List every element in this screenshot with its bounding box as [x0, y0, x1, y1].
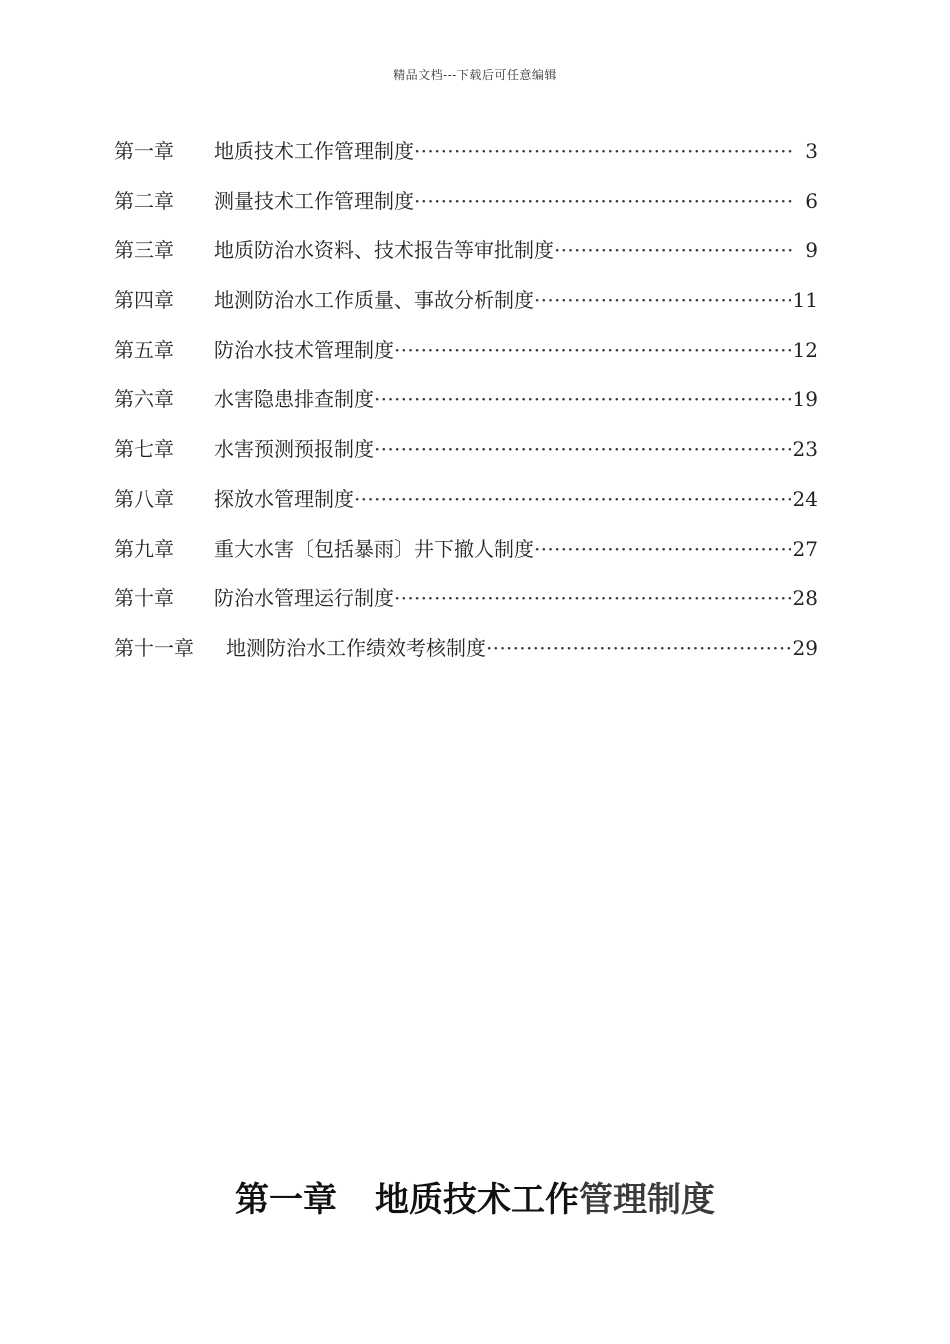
toc-chapter-number: 第二章	[114, 188, 174, 213]
toc-entry	[114, 482, 818, 532]
toc-chapter-title: 测量技术工作管理制度	[214, 188, 414, 213]
toc-chapter-number: 第十一章	[114, 635, 194, 660]
chapter-heading-title: 地质技术工作	[375, 1180, 579, 1220]
toc-chapter-number: 第十章	[114, 586, 174, 611]
toc-page-number: 11	[792, 288, 818, 313]
toc-entry	[114, 283, 818, 333]
toc-chapter-number: 第七章	[114, 437, 174, 462]
toc-dot-leader	[414, 184, 794, 218]
page-header: 精品文档---下载后可任意编辑	[393, 68, 557, 82]
toc-chapter-number: 第一章	[114, 139, 174, 163]
toc-dot-leader	[534, 532, 791, 566]
toc-chapter-number: 第六章	[114, 387, 174, 412]
toc-page-number: 19	[792, 387, 818, 412]
toc-chapter-number: 第八章	[114, 486, 174, 511]
toc-chapter-title: 防治水技术管理制度	[214, 337, 394, 362]
toc-entry	[114, 233, 818, 283]
toc-chapter-title: 地测防治水工作绩效考核制度	[226, 635, 486, 660]
toc-entry	[114, 184, 818, 234]
toc-chapter-number: 第四章	[114, 288, 174, 313]
chapter-heading	[0, 1172, 950, 1221]
toc-entry	[114, 581, 818, 631]
toc-chapter-number: 第三章	[114, 238, 174, 263]
toc-entry	[114, 134, 818, 184]
toc-page-number: 3	[805, 139, 818, 163]
toc-dot-leader	[394, 581, 791, 615]
toc-dot-leader	[354, 482, 791, 516]
toc-page-number: 9	[805, 238, 818, 263]
toc-chapter-number: 第五章	[114, 337, 174, 362]
toc-dot-leader	[534, 283, 791, 317]
toc-entry	[114, 631, 818, 681]
toc-dot-leader	[374, 382, 791, 416]
toc-chapter-number: 第九章	[114, 536, 174, 561]
toc-page-number: 29	[792, 635, 818, 660]
toc-chapter-title: 地质技术工作管理制度	[214, 139, 414, 163]
toc-dot-leader	[554, 233, 794, 267]
toc-dot-leader	[374, 432, 791, 466]
toc-chapter-title: 水害隐患排查制度	[214, 387, 374, 412]
toc-dot-leader	[414, 134, 794, 168]
toc-page-number: 24	[792, 486, 818, 511]
toc-entry	[114, 333, 818, 383]
toc-dot-leader	[486, 631, 791, 665]
toc-page-number: 12	[792, 337, 818, 362]
toc-page-number: 23	[792, 437, 818, 462]
toc-entry	[114, 382, 818, 432]
toc-chapter-title: 重大水害〔包括暴雨〕井下撤人制度	[214, 536, 534, 561]
toc-page-number: 27	[792, 536, 818, 561]
chapter-heading-number: 第一章	[235, 1180, 337, 1220]
toc-chapter-title: 防治水管理运行制度	[214, 586, 394, 611]
table-of-contents	[114, 134, 818, 681]
chapter-heading-title-rest: 管理制度	[579, 1180, 715, 1220]
toc-entry	[114, 532, 818, 582]
toc-chapter-title: 探放水管理制度	[214, 486, 354, 511]
toc-dot-leader	[394, 333, 791, 367]
toc-chapter-title: 水害预测预报制度	[214, 437, 374, 462]
toc-chapter-title: 地测防治水工作质量、事故分析制度	[214, 288, 534, 313]
toc-chapter-title: 地质防治水资料、技术报告等审批制度	[214, 238, 554, 263]
toc-page-number: 28	[792, 586, 818, 611]
toc-entry	[114, 432, 818, 482]
toc-page-number: 6	[805, 188, 818, 213]
